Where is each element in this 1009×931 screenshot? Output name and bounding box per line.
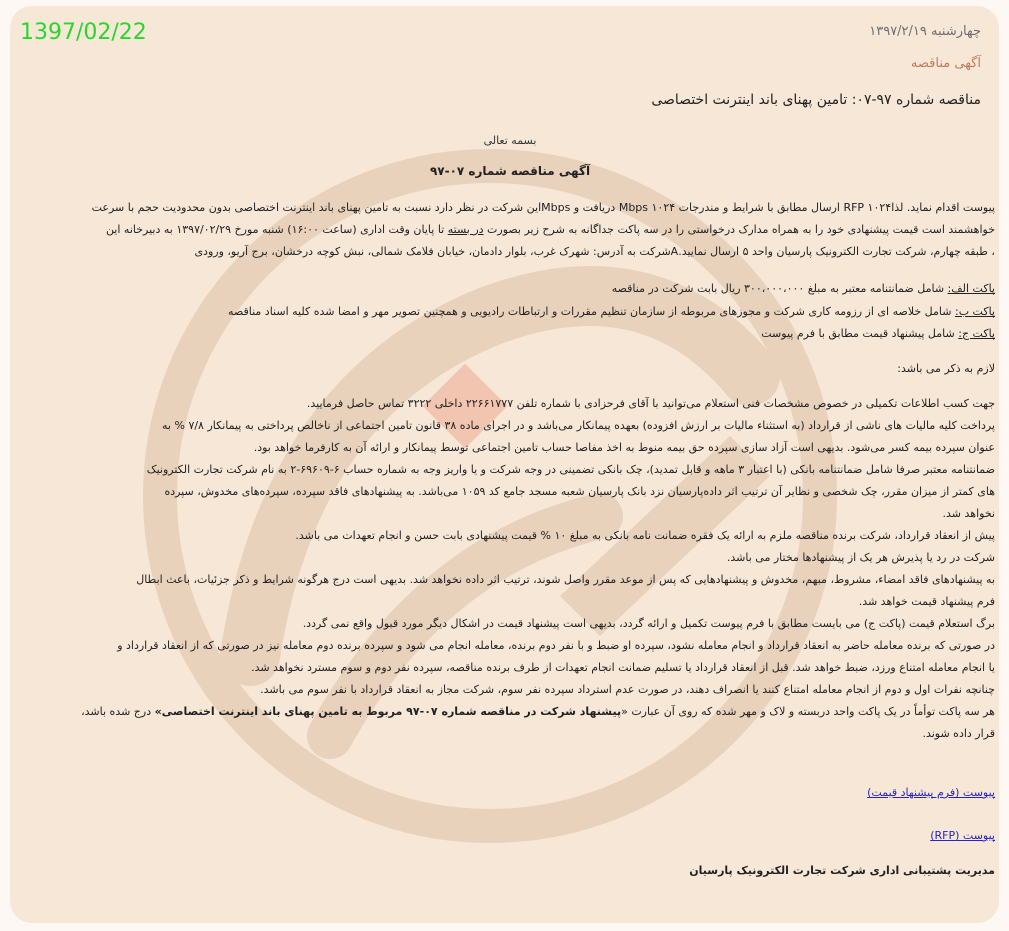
condition-3b: های کمتر از میزان مقرر، چک شخصی و نظایر آن ترتیب اثر داده‌پارسیان نزد بانک پارسیان شعبه مسجد جامع کد ۱۰۵۹ می‌باشد. به پیشنهادهای فاقد سپرده، سپرده‌های مخدوش، سپرده bbox=[164, 485, 995, 498]
intro-line-1: پیوست اقدام نماید. لذاRFP ۱۰۲۴ ارسال مطابق با شرایط و مندرجات Mbps ۱۰۲۴ دریافت و Mbpsاین شرکت در نظر دارد نسبت به تامین پهنای باند اینترنت اختصاصی بدون محدودیت حجم با سرعت bbox=[91, 201, 995, 214]
note-heading: لازم به ذکر می باشد: bbox=[897, 362, 995, 375]
packet-c-text: شامل پیشنهاد قیمت مطابق با فرم پیوست bbox=[761, 327, 959, 340]
attachment-rfp-link[interactable]: پیوست (RFP) bbox=[930, 829, 995, 842]
packet-a-label: پاکت الف: bbox=[947, 282, 995, 295]
condition-2a: پرداخت کلیه مالیات های ناشی از قرارداد (به استثناء مالیات بر ارزش افزوده) بعهده پیمانکار می‌باشد و در اجرای ماده ۳۸ قانون تامین اجتماعی از ناخالص پرداختی به پیمانکار ۷/۸ % به bbox=[162, 419, 995, 432]
packet-a-text: شامل ضمانتنامه معتبر به مبلغ ۳۰۰،۰۰۰،۰۰۰ ریال بابت شرکت در مناقصه bbox=[611, 282, 948, 295]
condition-4: پیش از انعقاد قرارداد، شرکت برنده مناقصه ملزم به ارائه یک فقره ضمانت نامه بانکی به مبلغ ۱۰ % قیمت پیشنهادی بابت حسن و انجام تعهدات می باشد. bbox=[295, 529, 995, 542]
intro-text-b: تا پایان وقت اداری (ساعت ۱۶:۰۰) شنبه مورخ ۱۳۹۷/۰۲/۲۹ به دبیرخانه این bbox=[105, 223, 448, 236]
condition-10b: قرار داده شوند. bbox=[922, 727, 995, 740]
packet-a bbox=[20, 278, 995, 300]
condition-6a: به پیشنهادهای فاقد امضاء، مشروط، مبهم، مخدوش و پیشنهادهایی که پس از موعد مقرر واصل شوند، ترتیب اثر داده نخواهد شد. بدیهی است درج هرگونه شرایط و ذکر جزئیات، باعث ابطال bbox=[136, 573, 995, 586]
header-date: چهارشنبه ۱۳۹۷/۲/۱۹ bbox=[869, 24, 981, 39]
notice-category: آگهی مناقصه bbox=[910, 56, 981, 71]
packet-b bbox=[20, 301, 995, 323]
condition-9: چنانچه نفرات اول و دوم از انجام معامله امتناع کنند یا انصراف دهند، در صورت عدم استرداد سپرده نفر سوم، شرکت مجاز به انعقاد قرارداد با نفر سوم می باشد. bbox=[260, 683, 995, 696]
attachment-price-form-row bbox=[20, 782, 995, 804]
condition-5: شرکت در رد یا پذیرش هر یک از پیشنهادها مختار می باشد. bbox=[726, 551, 995, 564]
packet-b-label: پاکت ب: bbox=[954, 305, 995, 318]
date-stamp: 1397/02/22 bbox=[20, 20, 147, 45]
intro-line-2 bbox=[20, 219, 995, 241]
intro-underlined: در بسته bbox=[447, 223, 484, 236]
condition-10-pre: هر سه پاکت توأماً در یک پاکت واحد دربسته و لاک و مهر شده که روی آن عبارت « bbox=[621, 705, 995, 718]
attachment-price-form-link[interactable]: پیوست (فرم پیشنهاد قیمت) bbox=[867, 786, 995, 799]
packet-b-text: شامل خلاصه ای از رزومه کاری شرکت و مجوزهای مربوطه از سازمان تنظیم مقررات و ارتباطات رادیویی و همچنین تصویر مهر و امضا شده کلیه اسناد مناقصه bbox=[228, 305, 955, 318]
condition-8a: در صورتی که برنده معامله حاضر به انعقاد قرارداد و انجام معامله نشود، سپرده او ضبط و با نفر دوم برنده، معامله انجام می شود و سپرده برنده دوم معامله نیز در صورتی که از انعقاد قرارداد و bbox=[117, 639, 995, 652]
packet-c bbox=[20, 323, 995, 345]
intro-text-a: خواهشمند است قیمت پیشنهادی خود را به همراه مدارک درخواستی را در سه پاکت جداگانه به شرح زیر بصورت bbox=[483, 223, 995, 236]
notice-card bbox=[10, 6, 999, 923]
condition-8b: یا انجام معامله امتناع ورزد، ضبط خواهد شد. قبل از انعقاد قرارداد یا تسلیم ضمانت انجام تعهدات از طرف برنده مناقصه، سپرده نفر دوم و سوم مسترد نخواهد شد. bbox=[251, 661, 995, 674]
condition-7: برگ استعلام قیمت (پاکت ج) می بایست مطابق با فرم پیوست تکمیل و ارائه گردد، بدیهی است پیشنهاد قیمت در اشکال دیگر مورد قبول واقع نمی گردد. bbox=[302, 617, 995, 630]
packet-c-label: پاکت ج: bbox=[958, 327, 995, 340]
condition-6b: فرم پیشنهاد قیمت خواهد شد. bbox=[858, 595, 995, 608]
attachment-rfp-row bbox=[20, 825, 995, 847]
signature: مدیریت پشتیبانی اداری شرکت تجارت الکترونیک پارسیان bbox=[689, 864, 995, 877]
condition-10-post: درج شده باشد، bbox=[81, 705, 155, 718]
condition-3a: ضمانتنامه معتبر صرفا شامل ضمانتنامه بانکی (با اعتبار ۳ ماهه و قابل تمدید)، چک بانکی تضمینی در وجه شرکت و یا واریز وجه به شماره حساب ۶-۶۹۶۰۹-۲ به نام شرکت تجارت الکترونیک bbox=[146, 463, 995, 476]
tender-title: آگهی مناقصه شماره ۰۷-۹۷ bbox=[429, 164, 591, 178]
intro-line-3: ، طبقه چهارم، شرکت تجارت الکترونیک پارسیان واحد ۵ ارسال نمایید.Aشرکت به آدرس: شهرک غرب، بلوار دادمان، خیابان فلامک شمالی، نبش کوچه درخشان، برج آریو، ورودی bbox=[194, 245, 995, 258]
tender-subject: مناقصه شماره ۹۷-۰۷: تامین پهنای باند اینترنت اختصاصی bbox=[651, 92, 981, 108]
condition-2b: عنوان سپرده بیمه کسر می‌شود. بدیهی است آزاد سازی سپرده حق بیمه منوط به اخذ مفاصا حساب تامین اجتماعی توسط پیمانکار و ارائه آن به کارفرما خواهد بود. bbox=[253, 441, 995, 454]
condition-1: جهت کسب اطلاعات تکمیلی در خصوص مشخصات فنی استعلام می‌توانید با آقای فرحزادی با شماره تلفن ۲۲۶۶۱۷۷۷ داخلی ۳۲۲۲ تماس حاصل فرمایید. bbox=[306, 397, 995, 410]
condition-10a bbox=[20, 701, 995, 723]
basmala: بسمه تعالی bbox=[483, 134, 537, 147]
condition-3c: نخواهد شد. bbox=[942, 507, 995, 520]
condition-10-bold: پیشنهاد شرکت در مناقصه شماره ۰۷-۹۷ مربوط به تامین پهنای باند اینترنت اختصاصی» bbox=[154, 705, 622, 718]
